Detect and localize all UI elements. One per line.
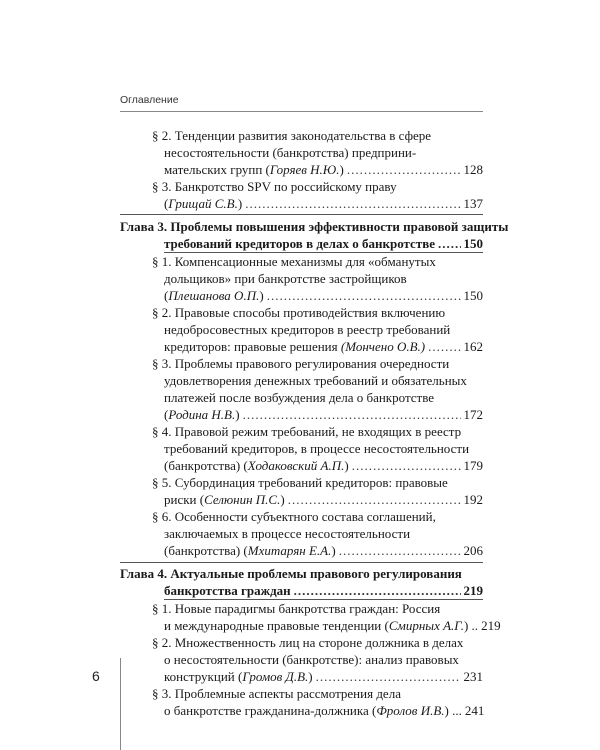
page-ref: 162: [463, 339, 483, 354]
author-name: Селюнин П.С.: [204, 492, 281, 507]
leader-dots: [339, 543, 461, 559]
toc-line: § 6. Особенности субъектного состава соглашений,: [152, 509, 436, 524]
toc-entry[interactable]: риски (Селюнин П.С.) ..... 192: [164, 492, 483, 508]
toc-entry[interactable]: (Грищай С.В.) ..... 137: [164, 196, 483, 212]
leader-dots: [438, 236, 460, 252]
toc-line: § 5. Субординация требований кредиторов: правовые: [152, 475, 448, 490]
author-name: Громов Д.В.: [242, 669, 309, 684]
page-ref: 206: [463, 543, 483, 558]
toc-line: требований кредиторов, в процессе несостоятельности: [164, 441, 470, 456]
toc-line: недобросовестных кредиторов в реестр требований: [164, 322, 451, 337]
toc-entry[interactable]: кредиторов: правовые решения (Мончено О.В.) ..... 162: [164, 339, 483, 355]
toc-line: § 2. Тенденции развития законодательства в сфере: [152, 128, 432, 143]
page-ref: 219: [481, 618, 501, 633]
leader-dots: [428, 339, 460, 355]
author-name: Горяев Н.Ю.: [269, 162, 340, 177]
author-name: Ходаковский А.П.: [247, 458, 345, 473]
page-ref: 172: [463, 407, 483, 422]
toc-line: § 2. Правовые способы противодействия включению: [152, 305, 446, 320]
page-number: 6: [92, 668, 100, 684]
toc-line: § 1. Новые парадигмы банкротства граждан: Россия: [152, 601, 441, 616]
toc-line: § 3. Проблемные аспекты рассмотрения дела: [152, 686, 401, 701]
author-name: (Мончено О.В.): [340, 339, 426, 354]
page-ref: 150: [463, 288, 483, 303]
toc-entry[interactable]: (Плешанова О.П.) ..... 150: [164, 288, 483, 304]
heading-underline: [164, 252, 483, 253]
author-name: Смирных А.Г.: [388, 618, 464, 633]
toc-line: дольщиков» при банкротстве застройщиков: [164, 271, 407, 286]
toc-line: § 4. Правовой режим требований, не входящих в реестр: [152, 424, 462, 439]
author-name: Родина Н.В.: [168, 407, 236, 422]
page-ref: 150: [463, 236, 483, 251]
page-ref: 219: [463, 583, 483, 598]
toc-entry[interactable]: (банкротства) (Мхитарян Е.А.) ..... 206: [164, 543, 483, 559]
page-ref: 192: [463, 492, 483, 507]
toc-line: § 2. Множественность лиц на стороне должника в делах: [152, 635, 464, 650]
toc-line: § 3. Банкротство SPV по российскому праву: [152, 179, 397, 194]
toc-entry[interactable]: (банкротства) (Ходаковский А.П.) ..... 179: [164, 458, 483, 474]
leader-dots: [347, 162, 461, 178]
leader-dots: [352, 458, 461, 474]
toc-entry[interactable]: конструкций (Громов Д.В.) ..... 231: [164, 669, 483, 685]
toc-line: § 3. Проблемы правового регулирования очередности: [152, 356, 450, 371]
leader-dots: [245, 196, 460, 212]
leader-dots: [316, 669, 461, 685]
leader-dots: [267, 288, 461, 304]
toc-line: о несостоятельности (банкротстве): анализ правовых: [164, 652, 459, 667]
chapter-heading-entry[interactable]: требований кредиторов в делах о банкротстве ..... 150: [164, 236, 483, 252]
author-name: Плешанова О.П.: [168, 288, 260, 303]
section-divider: [120, 562, 483, 563]
toc-line: несостоятельности (банкротства) предприни-: [164, 145, 417, 160]
toc-line: заключаемых в процессе несостоятельности: [164, 526, 411, 541]
chapter-heading[interactable]: Глава 4. Актуальные проблемы правового регулирования: [120, 566, 462, 581]
leader-dots: [294, 583, 461, 599]
section-divider: [120, 214, 483, 215]
margin-rule: [120, 658, 121, 750]
chapter-heading-entry[interactable]: банкротства граждан ..... 219: [164, 583, 483, 599]
author-name: Мхитарян Е.А.: [247, 543, 332, 558]
toc-line: платежей после возбуждения дела о банкротстве: [164, 390, 435, 405]
author-name: Грищай С.В.: [168, 196, 238, 211]
toc-line: удовлетворения денежных требований и обязательных: [164, 373, 467, 388]
page-ref: 241: [464, 703, 485, 718]
chapter-heading[interactable]: Глава 3. Проблемы повышения эффективности правовой защиты: [120, 219, 509, 234]
page-ref: 179: [463, 458, 483, 473]
page-ref: 137: [463, 196, 483, 211]
page-ref: 128: [463, 162, 483, 177]
leader-dots: [288, 492, 461, 508]
toc-entry[interactable]: о банкротстве гражданина-должника (Фролов И.В.) ... 241: [164, 703, 485, 718]
page-ref: 231: [463, 669, 483, 684]
author-name: Фролов И.В.: [376, 703, 445, 718]
heading-underline: [164, 599, 483, 600]
toc-line: § 1. Компенсационные механизмы для «обманутых: [152, 254, 436, 269]
running-header: Оглавление: [120, 94, 179, 106]
toc-entry[interactable]: мательских групп (Горяев Н.Ю.) ..... 128: [164, 162, 483, 178]
leader-dots: [243, 407, 461, 423]
toc-entry[interactable]: и международные правовые тенденции (Смирных А.Г.) .. 219: [164, 618, 501, 633]
toc-entry[interactable]: (Родина Н.В.) ..... 172: [164, 407, 483, 423]
